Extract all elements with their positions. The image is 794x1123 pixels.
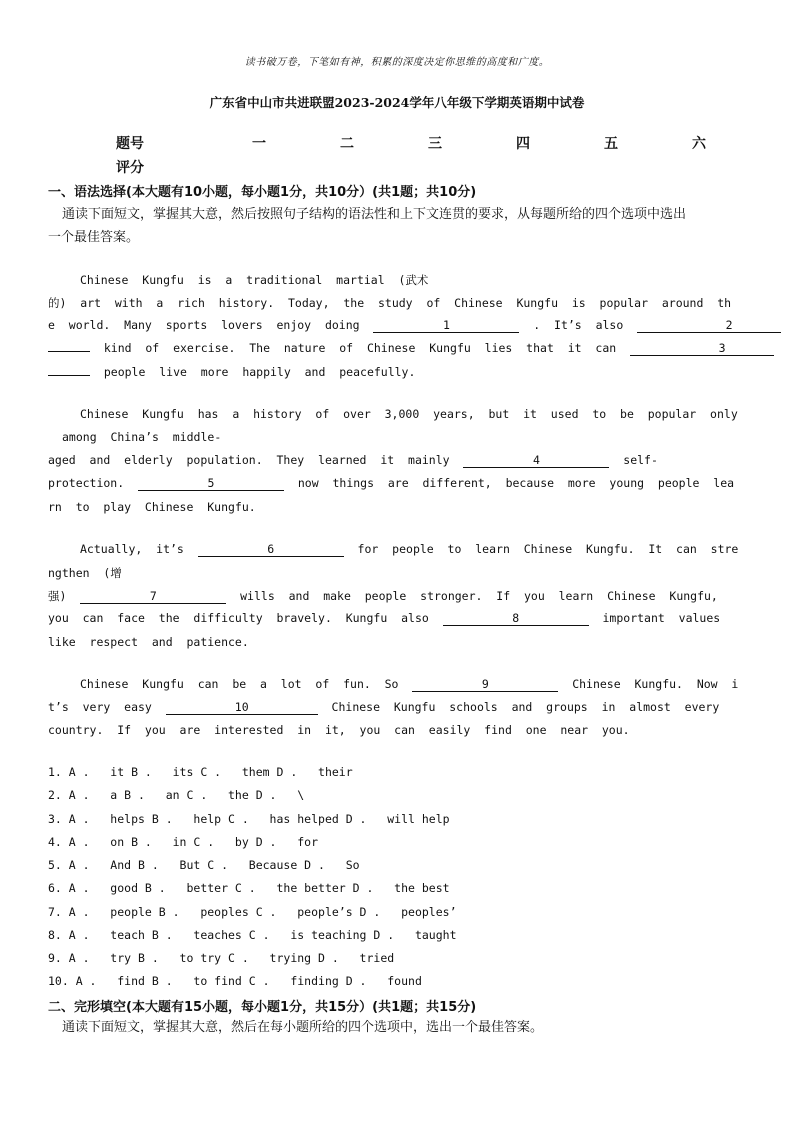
passage-line: kind of exercise. The nature of Chinese Kungfu lies that it can 3 [48,341,774,356]
passage-line: Chinese Kungfu is a traditional martial (武术 [80,273,429,287]
blank-4[interactable]: 4 [463,454,609,468]
section1-instruction-line1: 通读下面短文，掌握其大意，然后按照句子结构的语法性和上下文连贯的要求，从每题所给的四个选项中选出 [62,207,687,222]
score-col-4: 四 [516,136,530,152]
passage-line: Chinese Kungfu can be a lot of fun. So 9 Chinese Kungfu. Now i [80,677,739,691]
section1-instruction-line2: 一个最佳答案。 [48,230,140,245]
blank-7[interactable]: 7 [80,590,226,604]
passage-line: 的) art with a rich history. Today, the study of Chinese Kungfu is popular around th [48,296,732,310]
score-col-6: 六 [692,136,706,152]
blank-5[interactable]: 5 [138,477,284,491]
passage-line: Actually, it’s 6 for people to learn Chinese Kungfu. It can stre [80,542,739,556]
passage-line: t’s very easy 10 Chinese Kungfu schools and groups in almost every [48,700,720,714]
question-options-9: 9. A . try B . to try C . trying D . tried [48,951,395,965]
section2-instruction: 通读下面短文，掌握其大意，然后在每小题所给的四个选项中，选出一个最佳答案。 [62,1020,544,1035]
blank-3-continued [48,375,90,376]
blank-1[interactable]: 1 [373,319,519,333]
blank-2-continued [48,351,90,352]
passage-line: like respect and patience. [48,635,249,649]
passage-line: rn to play Chinese Kungfu. [48,500,256,514]
blank-3[interactable]: 3 [630,342,774,356]
score-col-3: 三 [428,136,442,152]
section2-heading: 二、完形填空(本大题有15小题，每小题1分，共15分）(共1题；共15分) [48,1000,477,1015]
blank-2[interactable]: 2 [637,319,781,333]
question-options-4: 4. A . on B . in C . by D . for [48,835,319,849]
question-options-6: 6. A . good B . better C . the better D . the best [48,881,450,895]
question-options-5: 5. A . And B . But C . Because D . So [48,858,360,872]
question-options-3: 3. A . helps B . help C . has helped D . will help [48,812,450,826]
section1-heading: 一、语法选择(本大题有10小题，每小题1分，共10分）(共1题；共10分) [48,185,477,200]
score-table [0,133,794,153]
passage-line: among China’s middle- [62,430,222,444]
header-motto: 读书破万卷，下笔如有神，积累的深度决定你思维的高度和广度。 [244,57,550,68]
blank-6[interactable]: 6 [198,543,344,557]
passage-line: you can face the difficulty bravely. Kungfu also 8 important values [48,611,721,625]
score-col-2: 二 [340,136,354,152]
passage-line: e world. Many sports lovers enjoy doing 1 . It’s also 2 [48,318,781,333]
question-options-1: 1. A . it B . its C . them D . their [48,765,353,779]
passage-line: protection. 5 now things are different, because more young people lea [48,476,735,490]
blank-8[interactable]: 8 [443,612,589,626]
score-col-1: 一 [252,136,266,152]
blank-9[interactable]: 9 [412,678,558,692]
passage-line: country. If you are interested in it, you can easily find one near you. [48,723,630,737]
passage-line: aged and elderly population. They learned it mainly 4 self- [48,453,658,467]
question-options-7: 7. A . people B . peoples C . people’s D . peoples’ [48,905,457,919]
blank-10[interactable]: 10 [166,701,318,715]
score-table-label-bottom: 评分 [116,160,144,176]
exam-title: 广东省中山市共进联盟2023-2024学年八年级下学期英语期中试卷 [209,95,585,110]
question-options-8: 8. A . teach B . teaches C . is teaching D . taught [48,928,457,942]
passage-line: ngthen (增 [48,566,122,580]
score-col-5: 五 [604,136,618,152]
passage-line: 强) 7 wills and make people stronger. If you learn Chinese Kungfu, [48,589,718,603]
score-table-label-top: 题号 [116,136,144,152]
question-options-2: 2. A . a B . an C . the D . \ [48,788,305,802]
passage-line: people live more happily and peacefully. [48,365,415,379]
question-options-10: 10. A . find B . to find C . finding D . found [48,974,422,988]
passage-line: Chinese Kungfu has a history of over 3,000 years, but it used to be popular only [80,407,738,421]
